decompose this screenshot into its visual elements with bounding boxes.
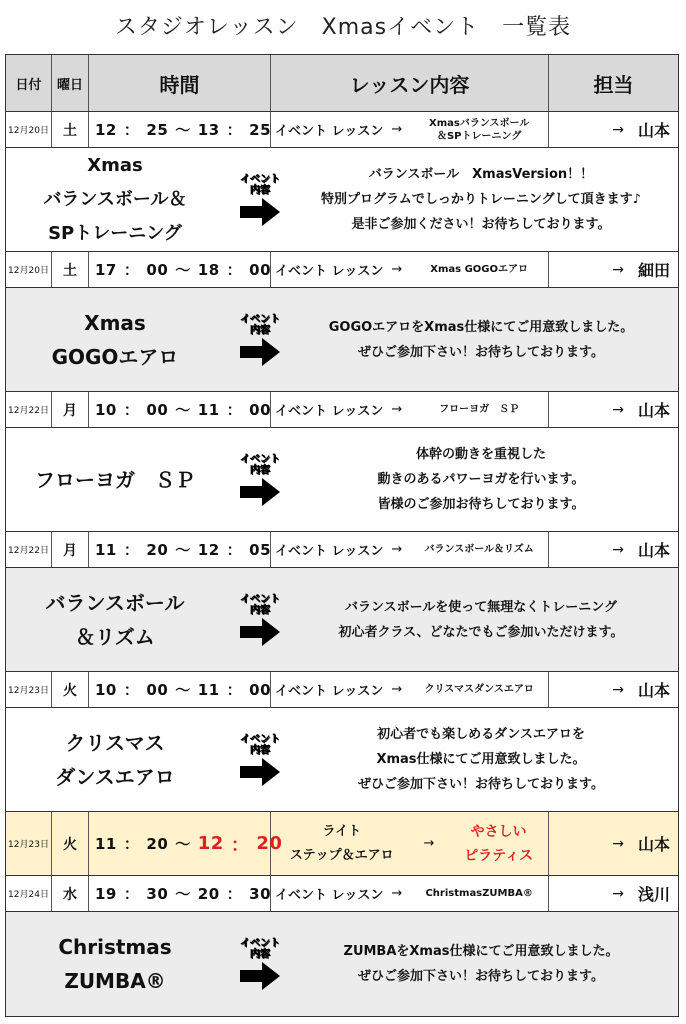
lesson-date: 12月23日: [6, 672, 52, 707]
arrow-right-icon: [240, 338, 280, 366]
lesson-detail: [6, 428, 678, 532]
detail-title: クリスマス ダンスエアロ: [55, 730, 175, 789]
lesson-content: イベント レッスン → フローヨガ ＳＰ: [271, 392, 549, 427]
arrow-right-icon: [240, 478, 280, 506]
table-row: [6, 532, 678, 568]
lesson-time: 19 ： 30 ～ 20 ： 30: [89, 876, 271, 911]
detail-description: 体幹の動きを重視した 動きのあるパワーヨガを行います。 皆様のご参加お待ちしております。: [377, 447, 585, 512]
event-badge: イベント 内容: [224, 314, 296, 366]
event-badge: イベント 内容: [224, 594, 296, 646]
lesson-instructor: → 浅川: [612, 885, 670, 904]
lesson-detail: [6, 912, 678, 1016]
lesson-day: 土: [52, 252, 89, 287]
lesson-instructor: → 山本: [612, 541, 670, 560]
detail-description: ZUMBAをXmas仕様にてご用意致しました。 ぜひご参加下さい！お待ちしております。: [343, 944, 619, 984]
program-name: バランスボール＆リズム: [424, 544, 534, 555]
lesson-content: ライト ステップ＆エアロ → やさしい ピラティス: [271, 812, 549, 875]
lesson-date: 12月24日: [6, 876, 52, 911]
lesson-detail: [6, 568, 678, 672]
lesson-date: 12月23日: [6, 812, 52, 875]
lesson-date: 12月20日: [6, 252, 52, 287]
lesson-day: 火: [52, 672, 89, 707]
lesson-detail: [6, 148, 678, 252]
lesson-detail: [6, 288, 678, 392]
arrow-right-icon: [240, 962, 280, 990]
detail-description: バランスボールを使って無理なくトレーニング 初心者クラス、どなたでもご参加いただけます。: [338, 599, 624, 640]
table-row: [6, 392, 678, 428]
program-name: クリスマスダンスエアロ: [424, 684, 534, 695]
lesson-instructor: → 山本: [612, 121, 670, 140]
header-date: 日付: [6, 55, 52, 111]
lesson-time: 10 ： 00 ～ 11 ： 00: [89, 672, 271, 707]
lesson-day: 水: [52, 876, 89, 911]
page-title: スタジオレッスン Xmasイベント 一覧表: [114, 15, 572, 40]
lesson-date: 12月22日: [6, 532, 52, 567]
lesson-time: 11 ： 20 ～ 12 ： 05: [89, 532, 271, 567]
program-name: Xmas GOGOエアロ: [430, 264, 529, 275]
arrow-right-icon: [240, 198, 280, 226]
table-row: [6, 672, 678, 708]
program-name: Xmasバランスボール ＆SPトレーニング: [428, 117, 530, 142]
table-row-highlight: [6, 812, 678, 876]
lesson-instructor: → 細田: [612, 261, 670, 280]
program-name: フローヨガ ＳＰ: [439, 404, 520, 415]
lesson-instructor: → 山本: [612, 681, 670, 700]
arrow-right-icon: [240, 758, 280, 786]
header-day: 曜日: [52, 55, 89, 111]
event-badge: イベント 内容: [224, 938, 296, 990]
lesson-time: 12 ： 25 ～ 13 ： 25: [89, 112, 271, 147]
table-row: [6, 876, 678, 912]
detail-description: バランスボール XmasVersion！！ 特別プログラムでしっかりトレーニングして頂きます♪ 是非ご参加ください！お待ちしております。: [321, 167, 641, 232]
lesson-detail: [6, 708, 678, 812]
event-badge: イベント 内容: [224, 454, 296, 506]
lesson-time: 17 ： 00 ～ 18 ： 00: [89, 252, 271, 287]
schedule-table: [5, 54, 679, 1017]
detail-title: Xmas バランスボール＆ SPトレーニング: [43, 154, 187, 244]
detail-title: Xmas GOGOエアロ: [51, 310, 179, 369]
lesson-day: 月: [52, 532, 89, 567]
event-badge: イベント 内容: [224, 734, 296, 786]
detail-description: GOGOエアロをXmas仕様にてご用意致しました。 ぜひご参加下さい！お待ちしております。: [328, 319, 634, 360]
detail-description: 初心者でも楽しめるダンスエアロを Xmas仕様にてご用意致しました。 ぜひご参加下さい！お待ちしております。: [358, 727, 604, 792]
lesson-day: 火: [52, 812, 89, 875]
lesson-time: 10 ： 00 ～ 11 ： 00: [89, 392, 271, 427]
lesson-instructor: → 山本: [612, 401, 670, 420]
detail-title: Christmas ZUMBA®: [58, 935, 172, 993]
lesson-day: 月: [52, 392, 89, 427]
table-row: [6, 112, 678, 148]
lesson-content: イベント レッスン → バランスボール＆リズム: [271, 532, 549, 567]
arrow-right-icon: [240, 618, 280, 646]
detail-title: フローヨガ ＳＰ: [35, 467, 195, 492]
lesson-content: イベント レッスン → ChristmasZUMBA®: [271, 876, 549, 911]
table-header: [6, 55, 678, 112]
lesson-date: 12月22日: [6, 392, 52, 427]
lesson-content: イベント レッスン → クリスマスダンスエアロ: [271, 672, 549, 707]
lesson-day: 土: [52, 112, 89, 147]
program-name: ChristmasZUMBA®: [425, 888, 533, 899]
lesson-content: イベント レッスン → Xmas GOGOエアロ: [271, 252, 549, 287]
header-content: レッスン内容: [271, 55, 549, 111]
lesson-time: 11 ： 20 ～ 12 ： 20: [89, 812, 271, 875]
table-row: [6, 252, 678, 288]
detail-title: バランスボール ＆リズム: [45, 590, 185, 649]
header-time: 時間: [89, 55, 271, 111]
lesson-date: 12月20日: [6, 112, 52, 147]
event-badge: イベント 内容: [224, 174, 296, 226]
header-instructor: 担当: [593, 72, 634, 97]
lesson-content: イベント レッスン → Xmasバランスボール ＆SPトレーニング: [271, 112, 549, 147]
lesson-instructor: → 山本: [612, 835, 670, 854]
